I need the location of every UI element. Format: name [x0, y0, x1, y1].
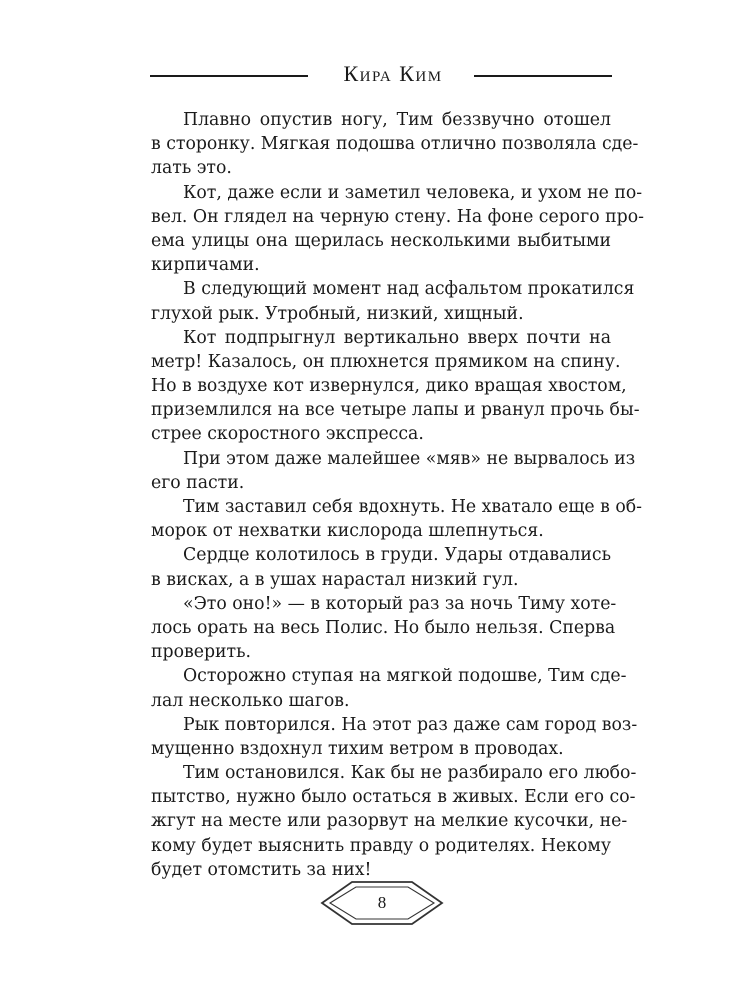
text-line: пытство, нужно было остаться в живых. Если его со- [151, 787, 636, 808]
text-line: лал несколько шагов. [151, 690, 350, 711]
page-number: 8 [377, 893, 387, 912]
text-line: «Это оно!» — в который раз за ночь Тиму хоте- [183, 593, 617, 614]
header-rule-left [150, 75, 308, 77]
text-line: мущенно вздохнул тихим ветром в проводах. [151, 738, 564, 759]
body-text [151, 108, 644, 882]
text-line: метр! Казалось, он плюхнется прямиком на спину. [151, 351, 621, 372]
text-line: Тим остановился. Как бы не разбирало его любо- [183, 763, 637, 784]
text-line: его пасти. [151, 472, 245, 493]
text-line: морок от нехватки кислорода шлепнуться. [151, 521, 544, 542]
text-line: Но в воздухе кот извернулся, дико вращая хвостом, [151, 376, 627, 397]
text-line: Сердце колотилось в груди. Удары отдавались [183, 545, 611, 566]
text-line: Тим заставил себя вдохнуть. Не хватало еще в об- [183, 497, 643, 517]
page-number-ornament [320, 880, 444, 926]
header-rule-right [474, 75, 612, 77]
text-line: Кот, даже если и заметил человека, и ухом не по- [183, 182, 643, 203]
text-line: При этом даже малейшее «мяв» не вырвалось из [183, 448, 636, 469]
header-title: Кира Ким [343, 61, 443, 86]
text-line: Осторожно ступая на мягкой подошве, Тим сде- [183, 666, 627, 687]
text-line: кому будет выяснить правду о родителях. Некому [151, 835, 611, 856]
text-line: вел. Он глядел на черную стену. На фоне серого про- [151, 206, 644, 227]
text-line: ема улицы она щерилась несколькими выбитыми [151, 230, 611, 251]
text-line: лать это. [151, 158, 232, 179]
text-line: проверить. [151, 642, 251, 663]
text-line: Кот подпрыгнул вертикально вверх почти на [183, 327, 611, 348]
text-line: кирпичами. [151, 255, 260, 276]
text-line: Рык повторился. На этот раз даже сам город воз- [183, 714, 638, 735]
text-line: жгут на месте или разорвут на мелкие кусочки, не- [151, 811, 628, 832]
text-line: приземлился на все четыре лапы и рванул прочь бы- [151, 400, 640, 421]
text-line: в висках, а в ушах нарастал низкий гул. [151, 569, 519, 590]
text-line: стрее скоростного экспресса. [151, 424, 424, 445]
text-line: будет отомстить за них! [151, 859, 372, 880]
text-line: В следующий момент над асфальтом прокатился [183, 279, 635, 300]
text-line: глухой рык. Утробный, низкий, хищный. [151, 303, 524, 324]
text-line: в сторонку. Мягкая подошва отлично позволяла сде- [151, 134, 639, 155]
text-line: лось орать на весь Полис. Но было нельзя. Сперва [151, 617, 616, 638]
text-line: Плавно опустив ногу, Тим беззвучно отошел [183, 110, 611, 130]
running-header [150, 58, 612, 92]
